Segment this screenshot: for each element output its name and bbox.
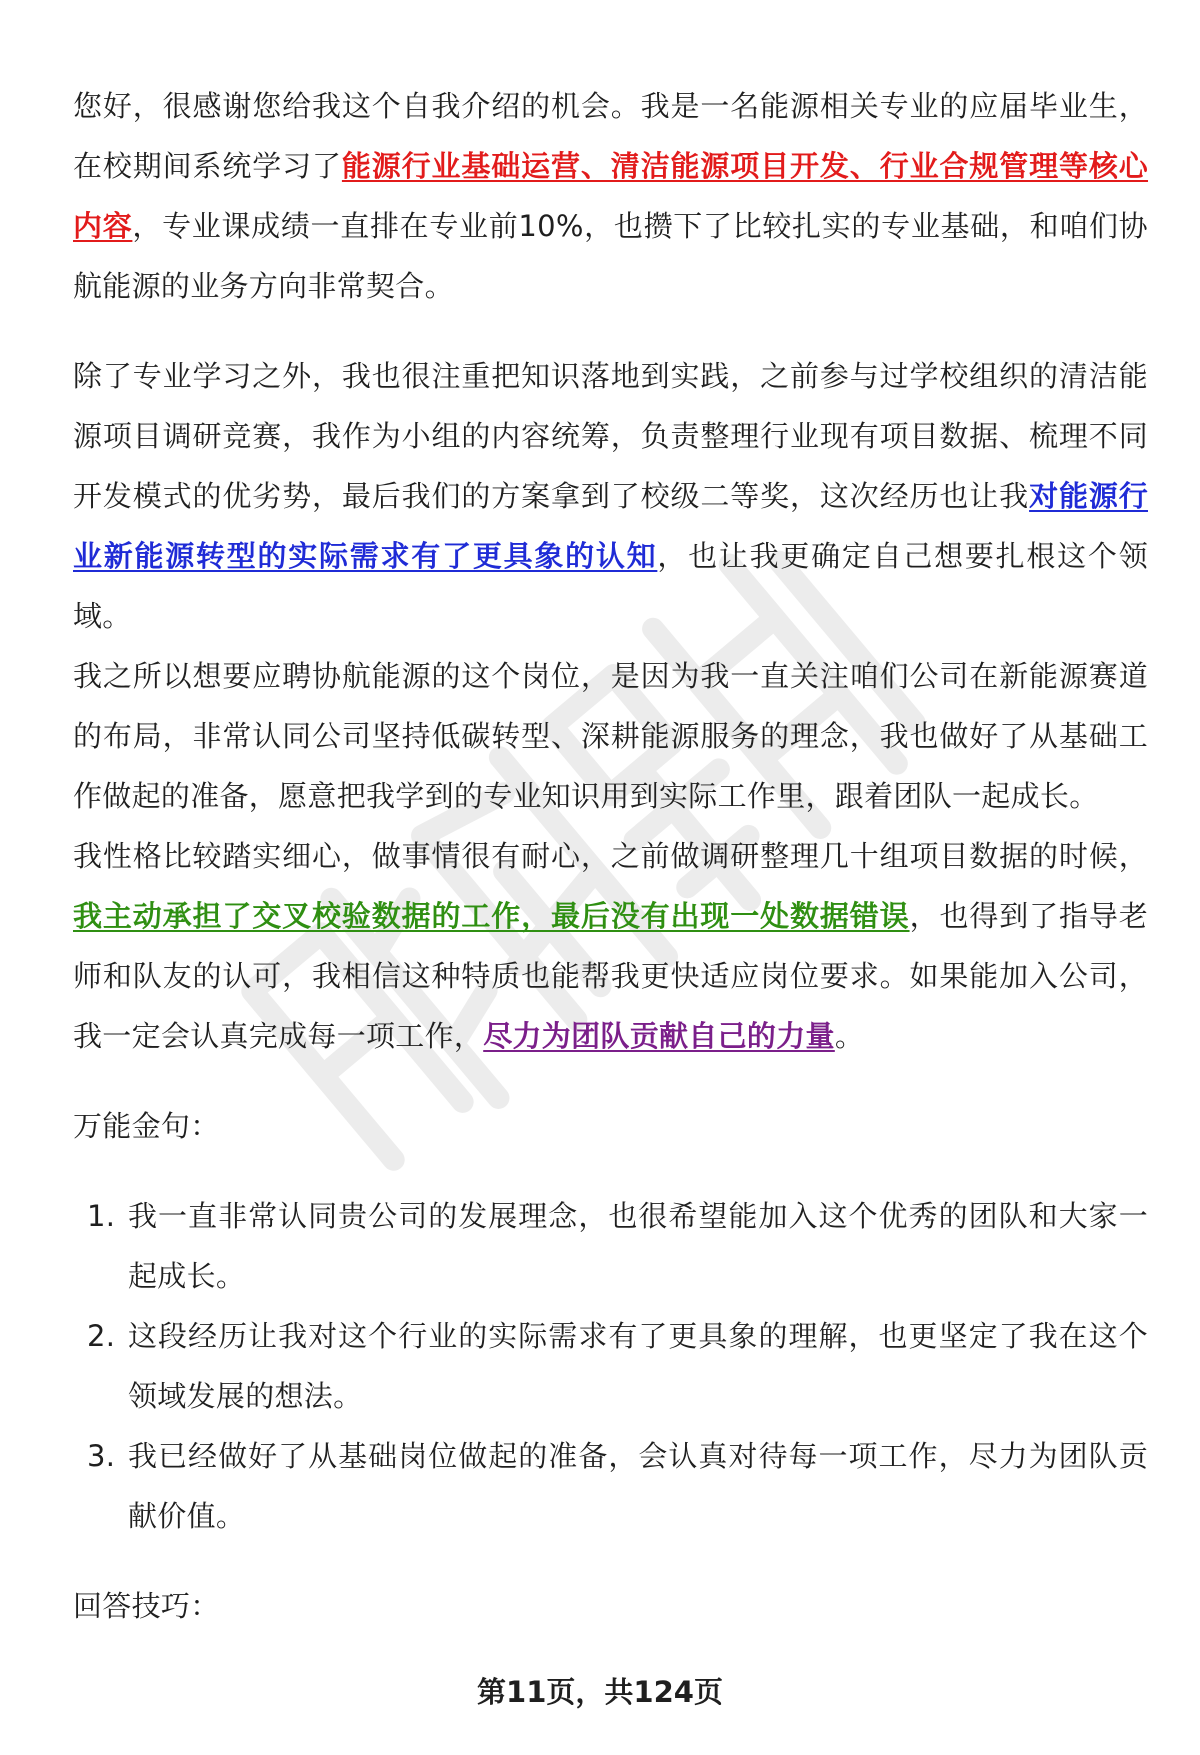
intro-text: 您好，很感谢您给我这个自我介绍的机会。我是一名能源相关专业的应届毕业生，在校期间系统学习了: [73, 89, 1148, 183]
intro-text: ，也得到了指导老师和队友的认可，我相信这种特质也能帮我更快适应岗位要求。如果能加入公司，我一定会认真完成每一项工作，: [73, 899, 1149, 1053]
intro-text: ，也让我更确定自己想要扎根这个领域。: [73, 539, 1148, 633]
list-item: [73, 1306, 1148, 1426]
list-number: 3.: [87, 1439, 116, 1473]
intro-text: 除了专业学习之外，我也很注重把知识落地到实践，之前参与过学校组织的清洁能源项目调研竞赛，我作为小组的内容统筹，负责整理行业现有项目数据、梳理不同开发模式的优劣势，最后我们的方案拿到了校级二等奖，这次经历也让我: [73, 359, 1148, 513]
document-body: [73, 76, 1148, 1636]
highlight-data-verification: 我主动承担了交叉校验数据的工作，最后没有出现一处数据错误: [73, 899, 910, 933]
intro-text: 我性格比较踏实细心，做事情很有耐心，之前做调研整理几十组项目数据的时候，: [73, 839, 1148, 873]
highlight-core-content: 能源行业基础运营、清洁能源项目开发、行业合规管理等核心内容: [73, 149, 1149, 243]
intro-text: 。: [834, 1019, 865, 1053]
list-item-text: 我已经做好了从基础岗位做起的准备，会认真对待每一项工作，尽力为团队贡献价值。: [128, 1439, 1148, 1533]
intro-paragraph-3: 我之所以想要应聘协航能源的这个岗位，是因为我一直关注咱们公司在新能源赛道的布局，非常认同公司坚持低碳转型、深耕能源服务的理念，我也做好了从基础工作做起的准备，愿意把我学到的专业知识用到实际工作里，跟着团队一起成长。: [73, 659, 1148, 813]
answer-tips-heading: 回答技巧：: [73, 1589, 220, 1623]
intro-text: ，专业课成绩一直排在专业前10%，也攒下了比较扎实的专业基础，和咱们协航能源的业务方向非常契合。: [73, 209, 1148, 303]
list-item: [73, 1426, 1148, 1546]
list-item-text: 这段经历让我对这个行业的实际需求有了更具象的理解，也更坚定了我在这个领域发展的想法。: [128, 1319, 1148, 1413]
paragraph-gap: [73, 1066, 1148, 1096]
list-number: 1.: [87, 1199, 116, 1233]
intro-paragraph-2: [73, 346, 1148, 646]
list-item: [73, 1186, 1148, 1306]
paragraph-gap: [73, 316, 1148, 346]
golden-sentences-heading: 万能金句：: [73, 1109, 220, 1143]
list-item-text: 我一直非常认同贵公司的发展理念，也很希望能加入这个优秀的团队和大家一起成长。: [128, 1199, 1148, 1293]
list-number: 2.: [87, 1319, 116, 1353]
paragraph-gap: [73, 1156, 1148, 1186]
intro-paragraph-1: [73, 76, 1148, 316]
paragraph-gap: [73, 1546, 1148, 1576]
page-number-footer: 第11页，共124页: [477, 1675, 723, 1709]
golden-sentences-list: [73, 1186, 1148, 1546]
highlight-industry-insight: 对能源行业新能源转型的实际需求有了更具象的认知: [73, 479, 1148, 573]
highlight-team-contribution: 尽力为团队贡献自己的力量: [483, 1019, 835, 1053]
intro-paragraph-4: [73, 826, 1148, 1066]
